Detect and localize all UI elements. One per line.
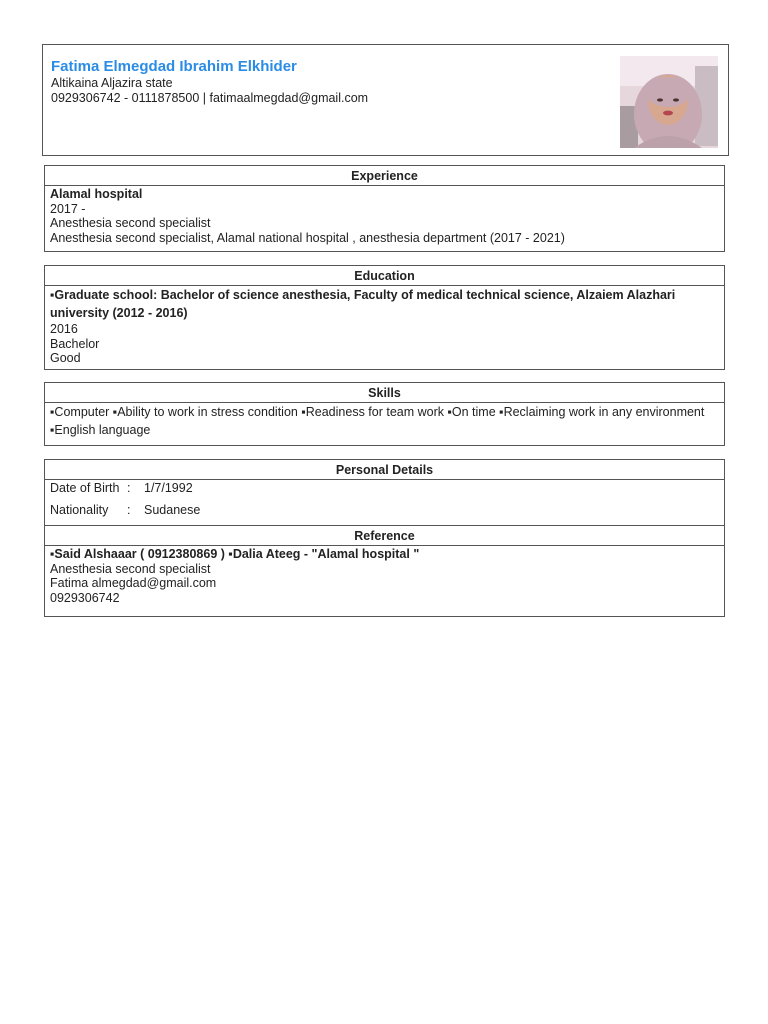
dob-value: 1/7/1992: [144, 481, 193, 495]
experience-title: Experience: [45, 166, 724, 186]
dob-separator: :: [127, 481, 131, 495]
nationality-row: [50, 503, 719, 525]
experience-section: [44, 165, 725, 252]
dob-row: [50, 481, 719, 503]
nationality-separator: :: [127, 503, 131, 517]
candidate-name: Fatima Elmegdad Ibrahim Elkhider: [51, 58, 297, 75]
personal-details-title: Personal Details: [45, 460, 724, 480]
experience-detail: Anesthesia second specialist, Alamal national hospital , anesthesia department (2017 - 2021): [50, 230, 565, 245]
education-year: 2016: [50, 322, 78, 336]
experience-period: 2017 -: [50, 201, 86, 216]
profile-photo: [620, 56, 718, 148]
dob-label: Date of Birth: [50, 481, 120, 495]
reference-names: ▪Said Alshaaar ( 0912380869 ) ▪Dalia Ateeg - "Alamal hospital ": [50, 547, 420, 561]
education-section: [44, 265, 725, 370]
reference-phone: 0929306742: [50, 590, 120, 605]
education-grade: Good: [50, 351, 81, 365]
resume-header: [42, 44, 729, 156]
education-title: Education: [45, 266, 724, 286]
reference-title: Reference: [45, 526, 724, 546]
nationality-value: Sudanese: [144, 503, 201, 517]
education-degree: ▪Graduate school: Bachelor of science anesthesia, Faculty of medical technical science, Alzaiem Alazhari university (2012 - 2016): [50, 288, 676, 320]
skills-list: ▪Computer ▪Ability to work in stress condition ▪Readiness for team work ▪On time ▪Reclaiming work in any environment ▪English language: [50, 405, 705, 437]
skills-title: Skills: [45, 383, 724, 403]
candidate-address: Altikaina Aljazira state: [51, 76, 173, 90]
skills-section: [44, 382, 725, 446]
candidate-contact: 0929306742 - 0111878500 | fatimaalmegdad@gmail.com: [51, 91, 369, 105]
reference-section: [44, 525, 725, 617]
education-level: Bachelor: [50, 336, 100, 351]
nationality-label: Nationality: [50, 503, 109, 517]
reference-role: Anesthesia second specialist: [50, 561, 211, 576]
reference-email: Fatima almegdad@gmail.com: [50, 576, 217, 590]
experience-role: Anesthesia second specialist: [50, 216, 211, 230]
experience-employer: Alamal hospital: [50, 187, 143, 201]
personal-details-section: [44, 459, 725, 526]
profile-photo-image: [620, 56, 718, 148]
